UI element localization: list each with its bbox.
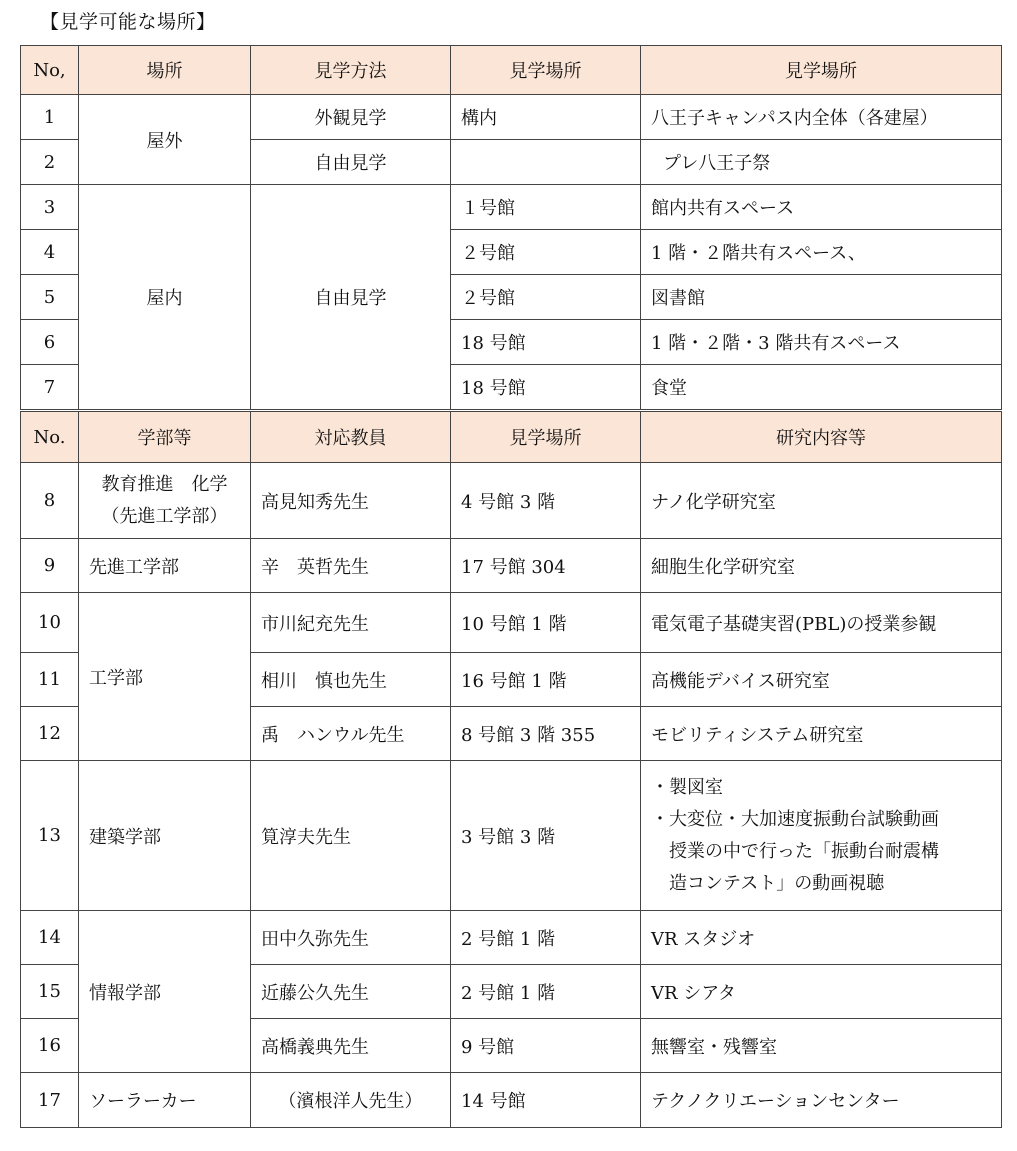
row-detail: 1 階・２階・3 階共有スペース [641, 320, 1002, 365]
row-location: 17 号館 304 [451, 539, 641, 593]
row-location: 18 号館 [451, 320, 641, 365]
row-detail: プレ八王子祭 [641, 140, 1002, 185]
row-content: VR シアタ [641, 965, 1002, 1019]
row-location: ２号館 [451, 230, 641, 275]
row-location: １号館 [451, 185, 641, 230]
row-location [451, 140, 641, 185]
row-location: 3 号館 3 階 [451, 761, 641, 911]
row-no: 7 [21, 365, 79, 410]
row-location: 8 号館 3 階 355 [451, 707, 641, 761]
row-content [641, 761, 1002, 911]
header-method: 見学方法 [251, 46, 451, 95]
row-content: 高機能デバイス研究室 [641, 653, 1002, 707]
row-no: 5 [21, 275, 79, 320]
table-header-row [21, 412, 1002, 463]
row-teacher: （濱根洋人先生） [251, 1073, 451, 1128]
row-no: 11 [21, 653, 79, 707]
department-line: 教育推進 化学 [101, 473, 228, 495]
table-row [21, 1073, 1002, 1128]
table-visit-places [20, 45, 1002, 410]
table-faculty-visits [20, 411, 1002, 1128]
row-place: 屋外 [79, 95, 251, 185]
row-location: 14 号館 [451, 1073, 641, 1128]
header-department: 学部等 [79, 412, 251, 463]
row-no: 17 [21, 1073, 79, 1128]
table-row [21, 95, 1002, 140]
row-no: 3 [21, 185, 79, 230]
header-location: 見学場所 [451, 46, 641, 95]
row-method: 自由見学 [251, 140, 451, 185]
row-place: 屋内 [79, 185, 251, 410]
row-content: モビリティシステム研究室 [641, 707, 1002, 761]
row-department: 工学部 [79, 593, 251, 761]
header-no: No. [21, 412, 79, 463]
content-line: 授業の中で行った「振動台耐震構 [669, 840, 939, 862]
department-line: （先進工学部） [101, 505, 228, 527]
row-content: ナノ化学研究室 [641, 463, 1002, 539]
header-location: 見学場所 [451, 412, 641, 463]
row-department: 情報学部 [79, 911, 251, 1073]
row-method: 自由見学 [251, 185, 451, 410]
row-content: テクノクリエーションセンター [641, 1073, 1002, 1128]
row-no: 15 [21, 965, 79, 1019]
row-location: 16 号館 1 階 [451, 653, 641, 707]
row-location: 2 号館 1 階 [451, 965, 641, 1019]
row-location: 9 号館 [451, 1019, 641, 1073]
row-no: 6 [21, 320, 79, 365]
row-no: 13 [21, 761, 79, 911]
header-teacher: 対応教員 [251, 412, 451, 463]
table-header-row [21, 46, 1002, 95]
row-no: 10 [21, 593, 79, 653]
row-department: 建築学部 [79, 761, 251, 911]
row-no: 4 [21, 230, 79, 275]
content-line: ・大変位・大加速度振動台試験動画 [651, 808, 939, 830]
row-detail: 館内共有スペース [641, 185, 1002, 230]
row-department: 先進工学部 [79, 539, 251, 593]
row-no: 1 [21, 95, 79, 140]
table-row [21, 463, 1002, 539]
row-no: 8 [21, 463, 79, 539]
row-teacher: 辛 英哲先生 [251, 539, 451, 593]
content-line: ・製図室 [651, 776, 723, 798]
row-no: 2 [21, 140, 79, 185]
row-location: 2 号館 1 階 [451, 911, 641, 965]
row-teacher: 高見知秀先生 [251, 463, 451, 539]
row-no: 16 [21, 1019, 79, 1073]
row-detail: 八王子キャンパス内全体（各建屋） [641, 95, 1002, 140]
row-location: ２号館 [451, 275, 641, 320]
row-no: 12 [21, 707, 79, 761]
row-location: 10 号館 1 階 [451, 593, 641, 653]
row-teacher: 相川 慎也先生 [251, 653, 451, 707]
row-teacher: 筧淳夫先生 [251, 761, 451, 911]
row-content: 電気電子基礎実習(PBL)の授業参観 [641, 593, 1002, 653]
row-detail: 食堂 [641, 365, 1002, 410]
table-row [21, 911, 1002, 965]
row-teacher: 禹 ハンウル先生 [251, 707, 451, 761]
row-no: 9 [21, 539, 79, 593]
header-no: No, [21, 46, 79, 95]
row-location: 4 号館 3 階 [451, 463, 641, 539]
row-teacher: 高橋義典先生 [251, 1019, 451, 1073]
header-content: 研究内容等 [641, 412, 1002, 463]
row-department: ソーラーカー [79, 1073, 251, 1128]
row-teacher: 近藤公久先生 [251, 965, 451, 1019]
row-teacher: 市川紀充先生 [251, 593, 451, 653]
page-title: 【見学可能な場所】 [40, 11, 216, 33]
row-department [79, 463, 251, 539]
table-row [21, 761, 1002, 911]
table-row [21, 593, 1002, 653]
table-row [21, 539, 1002, 593]
row-detail: 1 階・２階共有スペース、 [641, 230, 1002, 275]
row-content: 細胞生化学研究室 [641, 539, 1002, 593]
row-location: 18 号館 [451, 365, 641, 410]
row-content: 無響室・残響室 [641, 1019, 1002, 1073]
row-teacher: 田中久弥先生 [251, 911, 451, 965]
table-row [21, 185, 1002, 230]
header-detail: 見学場所 [641, 46, 1002, 95]
row-method: 外観見学 [251, 95, 451, 140]
header-place: 場所 [79, 46, 251, 95]
row-location: 構内 [451, 95, 641, 140]
row-content: VR スタジオ [641, 911, 1002, 965]
row-detail: 図書館 [641, 275, 1002, 320]
content-line: 造コンテスト」の動画視聴 [669, 872, 885, 894]
row-no: 14 [21, 911, 79, 965]
